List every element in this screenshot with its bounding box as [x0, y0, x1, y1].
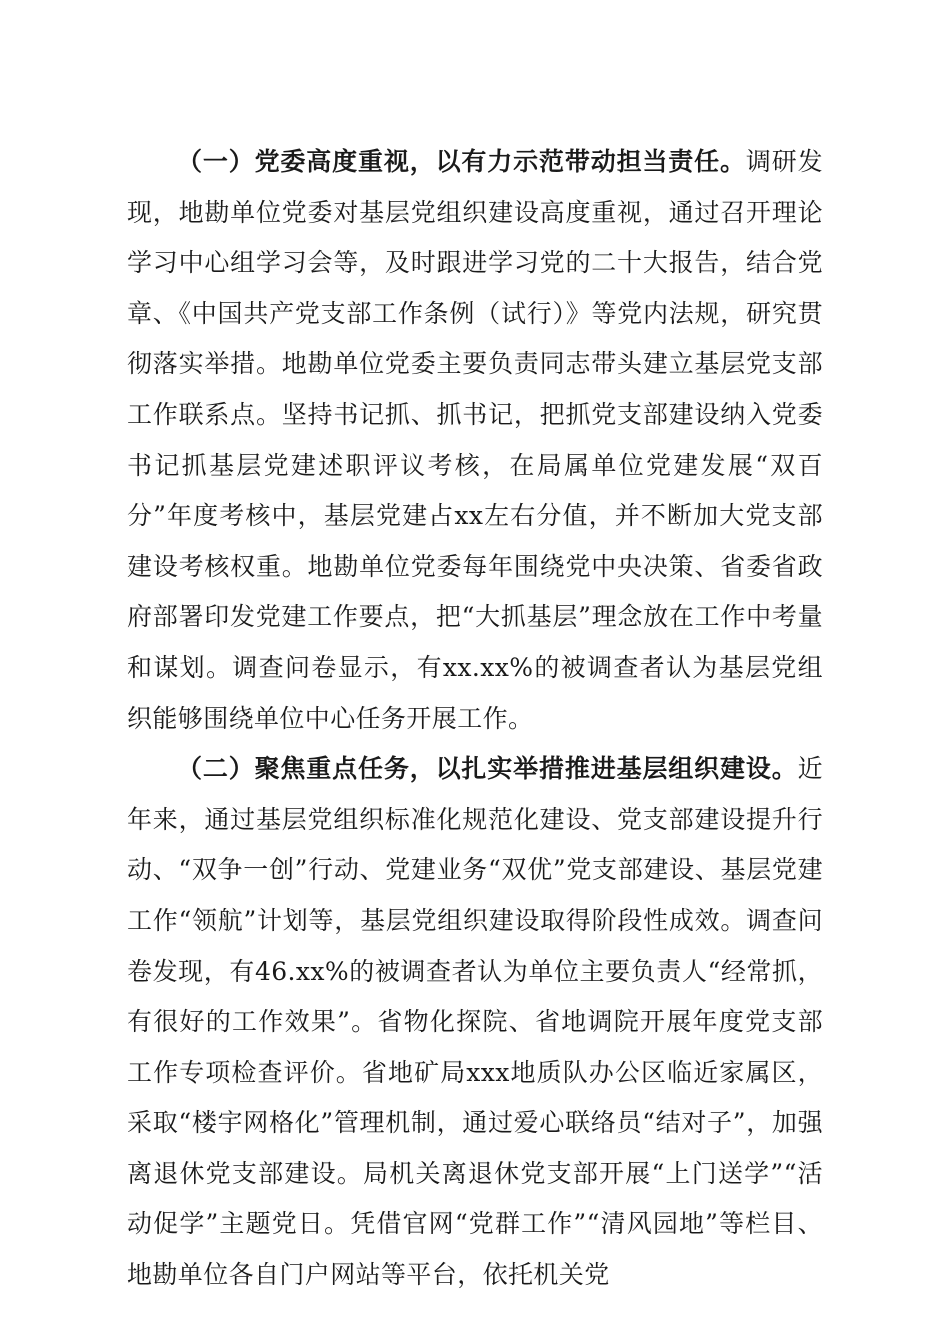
paragraph-1-heading: （一）党委高度重视，以有力示范带动担当责任。 [177, 147, 746, 176]
document-body [127, 137, 823, 1301]
paragraph-2-heading: （二）聚焦重点任务，以扎实举措推进基层组织建设。 [177, 754, 798, 784]
paragraph-2-body: 近年来，通过基层党组织标准化规范化建设、党支部建设提升行动、“双争一创”行动、党建业务“双优”党支部建设、基层党建工作“领航”计划等，基层党组织建设取得阶段性成效。调查问卷发现，有46.xx%的被调查者认为单位主要负责人“经常抓，有很好的工作效果”。省物化探院、省地调院开展年度党支部工作专项检查评价。省地矿局xxx地质队办公区临近家属区，采取“楼宇网格化”管理机制，通过爱心联络员“结对子”，加强离退休党支部建设。局机关离退休党支部开展“上门送学”“活动促学”主题党日。凭借官网“党群工作”“清风园地”等栏目、地勘单位各自门户网站等平台，依托机关党 [127, 754, 823, 1290]
paragraph-2 [127, 744, 823, 1301]
paragraph-1-body: 调研发现，地勘单位党委对基层党组织建设高度重视，通过召开理论学习中心组学习会等，及时跟进学习党的二十大报告，结合党章、《中国共产党支部工作条例（试行）》等党内法规，研究贯彻落实举措。地勘单位党委主要负责同志带头建立基层党支部工作联系点。坚持书记抓、抓书记，把抓党支部建设纳入党委书记抓基层党建述职评议考核，在局属单位党建发展“双百分”年度考核中，基层党建占xx左右分值，并不断加大党支部建设考核权重。地勘单位党委每年围绕党中央决策、省委省政府部署印发党建工作要点，把“大抓基层”理念放在工作中考量和谋划。调查问卷显示，有xx.xx%的被调查者认为基层党组织能够围绕单位中心任务开展工作。 [127, 147, 823, 733]
paragraph-1 [127, 137, 823, 744]
